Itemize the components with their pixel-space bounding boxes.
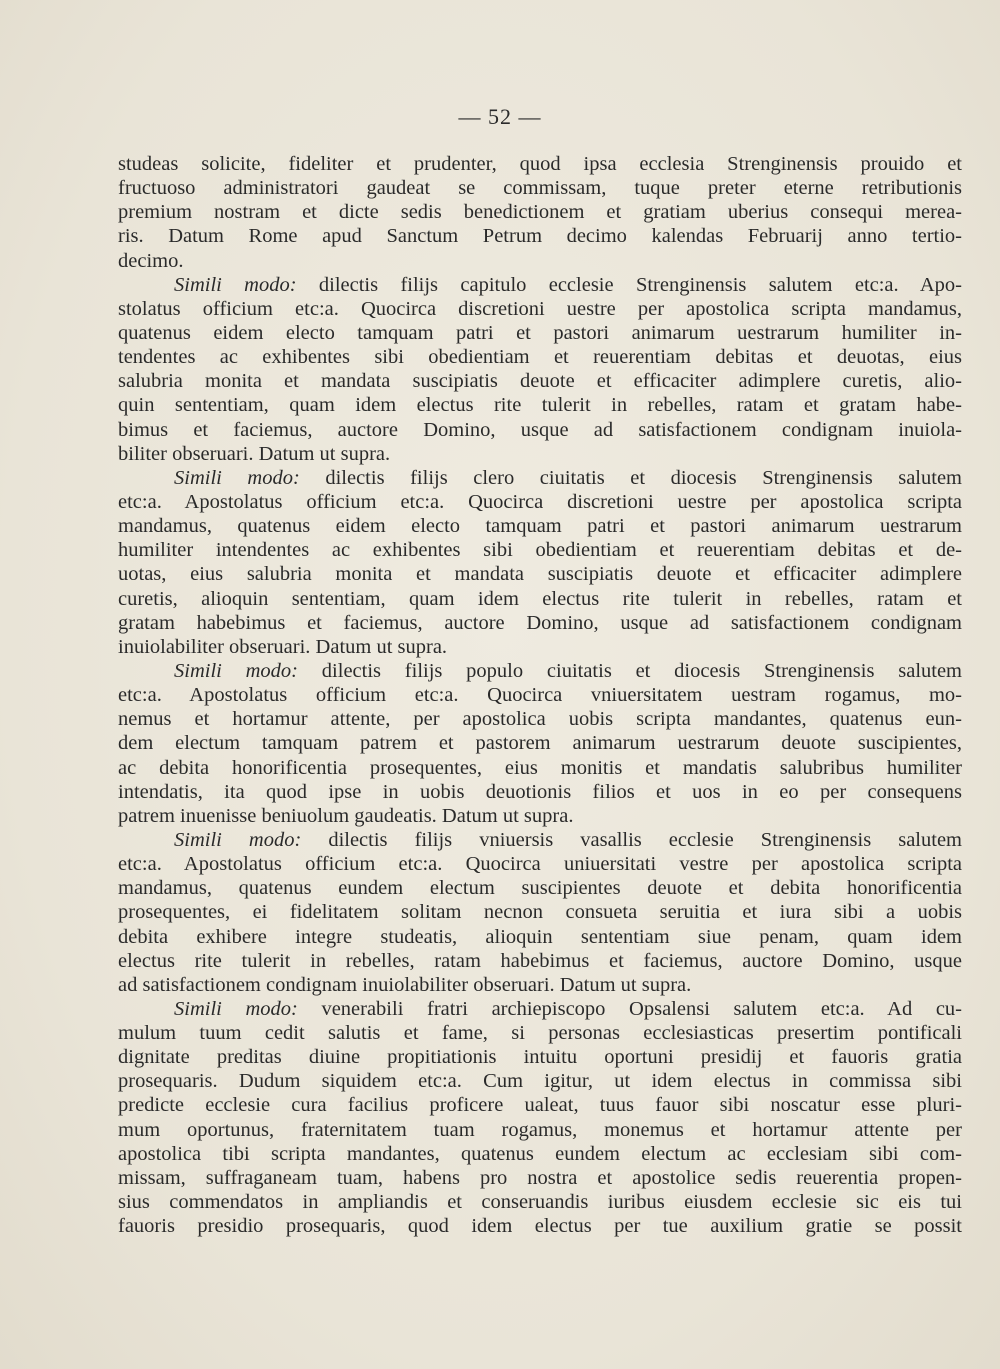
- text-line: [118, 1190, 962, 1214]
- line-text: ris. Datum Rome apud Sanctum Petrum decimo kalendas Februarij anno tertio-: [118, 225, 962, 248]
- line-text: decimo.: [118, 249, 184, 272]
- line-text: electus rite tulerit in rebelles, ratam habebimus et faciemus, auctore Domino, usque: [118, 949, 962, 972]
- line-text: fructuoso administratori gaudeat se commissam, tuque preter eterne retributionis: [118, 177, 962, 200]
- line-text: mum oportunus, fraternitatem tuam rogamus, monemus et hortamur attente per: [118, 1118, 962, 1141]
- line-text: debita exhibere integre studeatis, alioquin sententiam siue penam, quam idem: [118, 925, 962, 948]
- text-line: [118, 442, 962, 466]
- text-line: [118, 587, 962, 611]
- line-text: uotas, eius salubria monita et mandata suscipiatis deuote et efficaciter adimplere: [118, 563, 962, 586]
- letter-heading: Simili modo:: [174, 659, 299, 682]
- text-line: [118, 345, 962, 369]
- line-text: dem electum tamquam patrem et pastorem animarum uestrarum deuote suscipientes,: [118, 732, 962, 755]
- line-text: humiliter intendentes ac exhibentes sibi obedientiam et reuerentiam debitas et de-: [118, 539, 962, 562]
- line-text: studeas solicite, fideliter et prudenter, quod ipsa ecclesia Strenginensis prouido et: [118, 153, 962, 175]
- text-line: [118, 297, 962, 321]
- line-text: dilectis filijs populo ciuitatis et diocesis Strenginensis salutem: [298, 659, 962, 682]
- line-text: dilectis filijs vniuersis vasallis ecclesie Strenginensis salutem: [301, 828, 962, 851]
- line-text: gratam habebimus et faciemus, auctore Domino, usque ad satisfactionem condignam: [118, 611, 962, 634]
- line-text: sius commendatos in ampliandis et conseruandis iuribus eiusdem ecclesie sic eis tui: [118, 1191, 962, 1214]
- line-text: etc:a. Apostolatus officium etc:a. Quocirca discretioni uestre per apostolica scripta: [118, 490, 962, 513]
- text-line: [118, 273, 962, 297]
- text-line: [118, 369, 962, 393]
- text-line: [118, 1045, 962, 1069]
- line-text: ad satisfactionem condignam inuiolabiliter obseruari. Datum ut supra.: [118, 973, 692, 996]
- line-text: predicte ecclesie cura facilius proficere ualeat, tuus fauor sibi noscatur esse pluri-: [118, 1094, 962, 1117]
- text-line: [118, 1166, 962, 1190]
- line-text: prosequentes, ei fidelitatem solitam necnon consueta seruitia et iura sibi a uobis: [118, 901, 962, 924]
- line-text: bimus et faciemus, auctore Domino, usque ad satisfactionem condignam inuiola-: [118, 418, 962, 441]
- text-line: [118, 1069, 962, 1093]
- text-line: [118, 176, 962, 200]
- text-line: [118, 828, 962, 852]
- line-text: apostolica tibi scripta mandantes, quatenus eundem electum ac ecclesiam sibi com-: [118, 1142, 962, 1165]
- line-text: salubria monita et mandata suscipiatis deuote et efficaciter adimplere curetis, alio-: [118, 370, 962, 393]
- line-text: stolatus officium etc:a. Quocirca discretioni uestre per apostolica scripta mandamus,: [118, 297, 962, 320]
- text-line: [118, 659, 962, 683]
- line-text: nemus et hortamur attente, per apostolica uobis scripta mandantes, quatenus eun-: [118, 708, 962, 731]
- letter-heading: Simili modo:: [174, 828, 302, 851]
- letter-heading: Simili modo:: [174, 466, 300, 489]
- line-text: quin sententiam, quam idem electus rite tulerit in rebelles, ratam et gratam habe-: [118, 394, 962, 417]
- text-line: [118, 562, 962, 586]
- line-text: etc:a. Apostolatus officium etc:a. Quocirca uniuersitati vestre per apostolica scripta: [118, 853, 962, 876]
- text-line: [118, 1021, 962, 1045]
- line-text: inuiolabiliter obseruari. Datum ut supra.: [118, 635, 448, 658]
- text-line: [118, 635, 962, 659]
- line-text: patrem inuenisse beniuolum gaudeatis. Datum ut supra.: [118, 804, 574, 827]
- line-text: intendatis, ita quod ipse in uobis deuotionis filios et uos in eo per consequens: [118, 780, 962, 803]
- line-text: quatenus eidem electo tamquam patri et pastori animarum uestrarum humiliter in-: [118, 321, 962, 344]
- line-text: fauoris presidio prosequaris, quod idem electus per tue auxilium gratie se possit: [118, 1215, 962, 1238]
- text-line: [118, 1214, 962, 1238]
- text-line: [118, 707, 962, 731]
- page-number: — 52 —: [458, 104, 542, 129]
- text-line: [118, 224, 962, 248]
- line-text: biliter obseruari. Datum ut supra.: [118, 442, 391, 465]
- text-line: [118, 1118, 962, 1142]
- text-line: [118, 1093, 962, 1117]
- line-text: mulum tuum cedit salutis et fame, si personas ecclesiasticas presertim pontificali: [118, 1022, 962, 1045]
- text-line: [118, 683, 962, 707]
- line-text: venerabili fratri archiepiscopo Opsalensi salutem etc:a. Ad cu-: [297, 997, 962, 1020]
- text-line: [118, 418, 962, 442]
- text-line: [118, 925, 962, 949]
- text-line: [118, 997, 962, 1021]
- text-line: [118, 538, 962, 562]
- text-line: [118, 756, 962, 780]
- line-text: mandamus, quatenus eidem electo tamquam patri et pastori animarum uestrarum: [118, 515, 962, 538]
- text-line: [118, 249, 962, 273]
- line-text: mandamus, quatenus eundem electum suscipientes deuote et debita honorificentia: [118, 877, 962, 900]
- line-text: missam, suffraganeam tuam, habens pro nostra et apostolice sedis reuerentia propen-: [118, 1166, 962, 1189]
- line-text: dilectis filijs capitulo ecclesie Strenginensis salutem etc:a. Apo-: [296, 273, 962, 296]
- line-text: etc:a. Apostolatus officium etc:a. Quocirca vniuersitatem uestram rogamus, mo-: [118, 684, 962, 707]
- letter-heading: Simili modo:: [174, 273, 297, 296]
- text-line: [118, 514, 962, 538]
- text-line: [118, 466, 962, 490]
- line-text: tendentes ac exhibentes sibi obedientiam et reuerentiam debitas et deuotas, eius: [118, 346, 962, 369]
- text-line: [118, 393, 962, 417]
- line-text: ac debita honorificentia prosequentes, eius monitis et mandatis salubribus humiliter: [118, 756, 962, 779]
- text-line: [118, 876, 962, 900]
- text-line: [118, 1142, 962, 1166]
- text-line: [118, 973, 962, 997]
- text-line: [118, 200, 962, 224]
- letter-heading: Simili modo:: [174, 997, 298, 1020]
- text-line: [118, 152, 962, 176]
- text-line: [118, 804, 962, 828]
- line-text: premium nostram et dicte sedis benedictionem et gratiam uberius consequi merea-: [118, 201, 962, 224]
- text-line: [118, 731, 962, 755]
- line-text: prosequaris. Dudum siquidem etc:a. Cum igitur, ut idem electus in commissa sibi: [118, 1070, 962, 1093]
- text-line: [118, 780, 962, 804]
- text-line: [118, 490, 962, 514]
- text-line: [118, 321, 962, 345]
- line-text: dilectis filijs clero ciuitatis et diocesis Strenginensis salutem: [299, 466, 962, 489]
- text-line: [118, 949, 962, 973]
- text-line: [118, 900, 962, 924]
- line-text: dignitate preditas diuine propitiationis intuitu oportuni presidij et fauoris gratia: [118, 1046, 962, 1069]
- text-line: [118, 852, 962, 876]
- line-text: curetis, alioquin sententiam, quam idem electus rite tulerit in rebelles, ratam et: [118, 587, 962, 610]
- text-line: [118, 611, 962, 635]
- body-text: [118, 152, 962, 1238]
